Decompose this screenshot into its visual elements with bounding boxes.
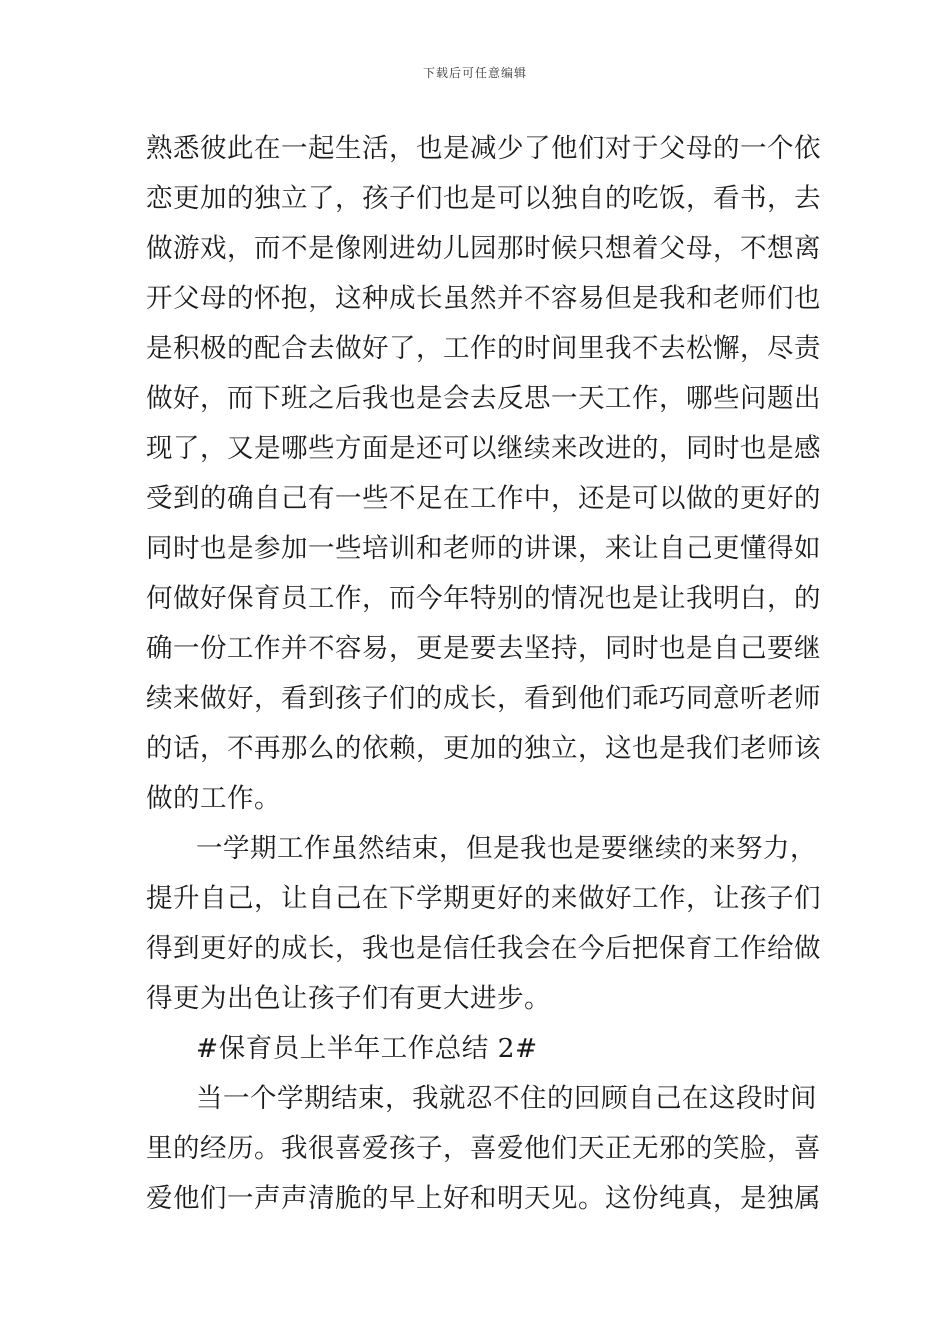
page-header: 下载后可任意编辑: [422, 66, 527, 80]
text-line: 的话，不再那么的依赖，更加的独立，这也是我们老师该: [146, 733, 821, 764]
text-line: 得更为出色让孩子们有更大进步。: [146, 983, 551, 1014]
text-line: 做游戏，而不是像刚进幼儿园那时候只想着父母，不想离: [146, 233, 821, 264]
text-line: 是积极的配合去做好了，工作的时间里我不去松懈，尽责: [146, 333, 821, 364]
text-line: 做好，而下班之后我也是会去反思一天工作，哪些问题出: [146, 383, 821, 414]
text-line: 受到的确自己有一些不足在工作中，还是可以做的更好的: [146, 483, 821, 514]
text-line: 恋更加的独立了，孩子们也是可以独自的吃饭，看书，去: [146, 183, 821, 214]
text-line: 爱他们一声声清脆的早上好和明天见。这份纯真，是独属: [146, 1183, 821, 1214]
text-line: 何做好保育员工作，而今年特别的情况也是让我明白，的: [146, 583, 821, 614]
document-body: [146, 124, 821, 1224]
text-line: 做的工作。: [146, 783, 281, 814]
paragraph-start-line: 一学期工作虽然结束，但是我也是要继续的来努力，: [196, 833, 817, 864]
text-line: 现了，又是哪些方面是还可以继续来改进的，同时也是感: [146, 433, 821, 464]
text-line: 续来做好，看到孩子们的成长，看到他们乖巧同意听老师: [146, 683, 821, 714]
text-line: 同时也是参加一些培训和老师的讲课，来让自己更懂得如: [146, 533, 821, 564]
paragraph-start-line: 当一个学期结束，我就忍不住的回顾自己在这段时间: [196, 1083, 817, 1114]
text-line: 提升自己，让自己在下学期更好的来做好工作，让孩子们: [146, 883, 821, 914]
text-line: 得到更好的成长，我也是信任我会在今后把保育工作给做: [146, 933, 821, 964]
section-heading: #保育员上半年工作总结 2#: [196, 1033, 538, 1064]
text-line: 里的经历。我很喜爱孩子，喜爱他们天正无邪的笑脸，喜: [146, 1133, 821, 1164]
text-line: 开父母的怀抱，这种成长虽然并不容易但是我和老师们也: [146, 283, 821, 314]
text-line: 熟悉彼此在一起生活，也是减少了他们对于父母的一个依: [146, 133, 821, 164]
text-line: 确一份工作并不容易，更是要去坚持，同时也是自己要继: [146, 633, 821, 664]
